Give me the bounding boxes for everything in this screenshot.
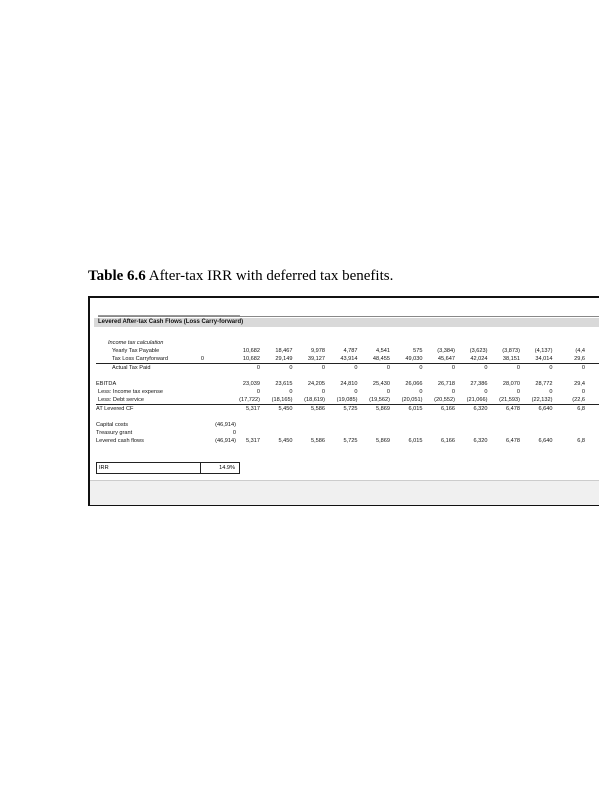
table-cell: 10,682 (242, 356, 260, 362)
row-label: Treasury grant (96, 430, 133, 436)
row-label: Less: Income tax expense (98, 389, 163, 395)
table-cell: 38,151 (502, 356, 520, 362)
table-cell: 5,317 (246, 438, 260, 444)
row-levered-cash-flows (90, 437, 599, 445)
table-frame (88, 296, 599, 506)
table-cell: 0 (581, 389, 585, 395)
table-cell: 0 (256, 389, 260, 395)
table-cell: 25,430 (372, 381, 390, 387)
table-caption (88, 268, 393, 285)
table-cell: 10,682 (242, 348, 260, 354)
table-cell: 27,386 (470, 381, 488, 387)
table-cell: 26,066 (405, 381, 423, 387)
table-cell: 0 (516, 389, 520, 395)
irr-value: 14.9% (219, 465, 235, 471)
table-cell: (22,132) (531, 397, 553, 403)
row-less-tax (90, 388, 599, 396)
table-cell: 6,478 (506, 406, 520, 412)
table-cell: (4,137) (534, 348, 553, 354)
row-ebitda (90, 380, 599, 388)
row-treasury-grant (90, 429, 599, 437)
table-cell: 29,4 (574, 381, 585, 387)
table-cell: (19,085) (336, 397, 358, 403)
table-cell: 0 (321, 365, 325, 371)
table-cell: 6,166 (441, 406, 455, 412)
table-cell: 6,320 (473, 406, 488, 412)
table-cell: 5,450 (278, 406, 293, 412)
row-label: EBITDA (96, 381, 117, 387)
table-cell: 5,725 (343, 406, 358, 412)
table-cell: (21,066) (466, 397, 488, 403)
table-cell: 6,015 (408, 406, 423, 412)
table-cell: 0 (321, 389, 325, 395)
row-less-debt (90, 396, 599, 404)
row-label: Capital costs (96, 422, 129, 428)
table-cell: (4,4 (575, 348, 585, 354)
table-cell: (22,6 (572, 397, 585, 403)
table-bottom-bar (90, 480, 599, 505)
table-cell: 0 (256, 365, 260, 371)
table-cell: (3,384) (437, 348, 455, 354)
table-cell: 48,455 (372, 356, 390, 362)
table-cell: 45,647 (437, 356, 455, 362)
table-cell: (20,552) (434, 397, 455, 403)
table-cell: 5,869 (376, 406, 390, 412)
row-label: Income tax calculation (108, 340, 164, 346)
table-top-bar (98, 304, 599, 317)
table-cell: 43,914 (340, 356, 358, 362)
table-cell: 0 (419, 389, 423, 395)
table-cell: (18,619) (304, 397, 325, 403)
table-cell: 0 (549, 365, 553, 371)
table-cell: 28,772 (535, 381, 553, 387)
table-cell: 4,541 (376, 348, 390, 354)
table-cell: 0 (386, 389, 390, 395)
table-cell: 0 (354, 389, 358, 395)
table-cell: (21,593) (499, 397, 520, 403)
table-cell: 24,810 (340, 381, 358, 387)
table-cell: 0 (581, 365, 585, 371)
year0-cell: 0 (200, 356, 204, 362)
blank-cell (98, 304, 240, 316)
table-cell: (3,873) (502, 348, 520, 354)
row-yearly-tax (90, 347, 599, 355)
table-cell: 0 (451, 365, 455, 371)
row-label: Yearly Tax Payable (112, 348, 160, 354)
table-cell: (20,051) (401, 397, 423, 403)
row-label: AT Levered CF (96, 406, 134, 412)
row-at-levered (96, 404, 599, 413)
table-cell: 34,014 (535, 356, 553, 362)
table-cell: 49,030 (405, 356, 423, 362)
irr-box (96, 462, 240, 474)
row-label: Levered cash flows (96, 438, 144, 444)
table-cell: 29,149 (275, 356, 293, 362)
table-cell: 42,024 (470, 356, 488, 362)
table-cell: (17,722) (239, 397, 260, 403)
table-cell: (19,562) (369, 397, 390, 403)
table-number: Table 6.6 (88, 268, 146, 284)
table-cell: 5,586 (311, 406, 325, 412)
row-label: Tax Loss Carryforward (112, 356, 168, 362)
table-cell: 23,039 (242, 381, 260, 387)
table-title: Levered After-tax Cash Flows (Loss Carry-forward) (94, 318, 599, 327)
table-cell: 0 (484, 365, 488, 371)
table-cell: 6,640 (538, 438, 553, 444)
table-cell: 6,166 (441, 438, 455, 444)
table-cell: 0 (289, 365, 293, 371)
table-cell: 9,978 (311, 348, 325, 354)
table-cell: 6,320 (473, 438, 488, 444)
table-cell: 5,586 (311, 438, 325, 444)
table-cell: 4,787 (343, 348, 358, 354)
table-cell: 6,640 (538, 406, 553, 412)
table-cell: 26,718 (437, 381, 455, 387)
table-cell: 0 (354, 365, 358, 371)
table-cell: 0 (419, 365, 423, 371)
table-cell: 0 (484, 389, 488, 395)
row-label: Less: Debt service (98, 397, 145, 403)
year0-cell: (46,914) (215, 422, 236, 428)
table-cell: 0 (549, 389, 553, 395)
table-caption-text: After-tax IRR with deferred tax benefits. (148, 268, 394, 284)
table-cell: 5,725 (343, 438, 358, 444)
table-cell: 18,467 (275, 348, 293, 354)
table-cell: 0 (386, 365, 390, 371)
divider (200, 463, 201, 473)
irr-label: IRR (99, 465, 109, 471)
table-cell: 6,478 (506, 438, 520, 444)
table-cell: 6,015 (408, 438, 423, 444)
table-cell: (3,623) (469, 348, 488, 354)
table-cell: 28,070 (502, 381, 520, 387)
table-cell: 6,8 (577, 406, 585, 412)
table-cell: 5,869 (376, 438, 390, 444)
table-cell: 5,317 (246, 406, 260, 412)
table-cell: 29,6 (574, 356, 585, 362)
table-cell: 24,205 (307, 381, 325, 387)
year0-cell: (46,914) (215, 438, 236, 444)
row-actual-tax (96, 363, 599, 372)
row-loss-carryforward (90, 355, 599, 363)
table-cell: 5,450 (278, 438, 293, 444)
table-cell: 0 (516, 365, 520, 371)
table-cell: 39,127 (307, 356, 325, 362)
table-cell: 6,8 (577, 438, 585, 444)
row-capital-costs (90, 421, 599, 429)
table-cell: 0 (289, 389, 293, 395)
table-cell: 23,615 (275, 381, 293, 387)
table-cell: (18,165) (271, 397, 293, 403)
year0-cell: 0 (232, 430, 236, 436)
row-label: Actual Tax Paid (112, 365, 151, 371)
table-cell: 575 (413, 348, 423, 354)
table-cell: 0 (451, 389, 455, 395)
